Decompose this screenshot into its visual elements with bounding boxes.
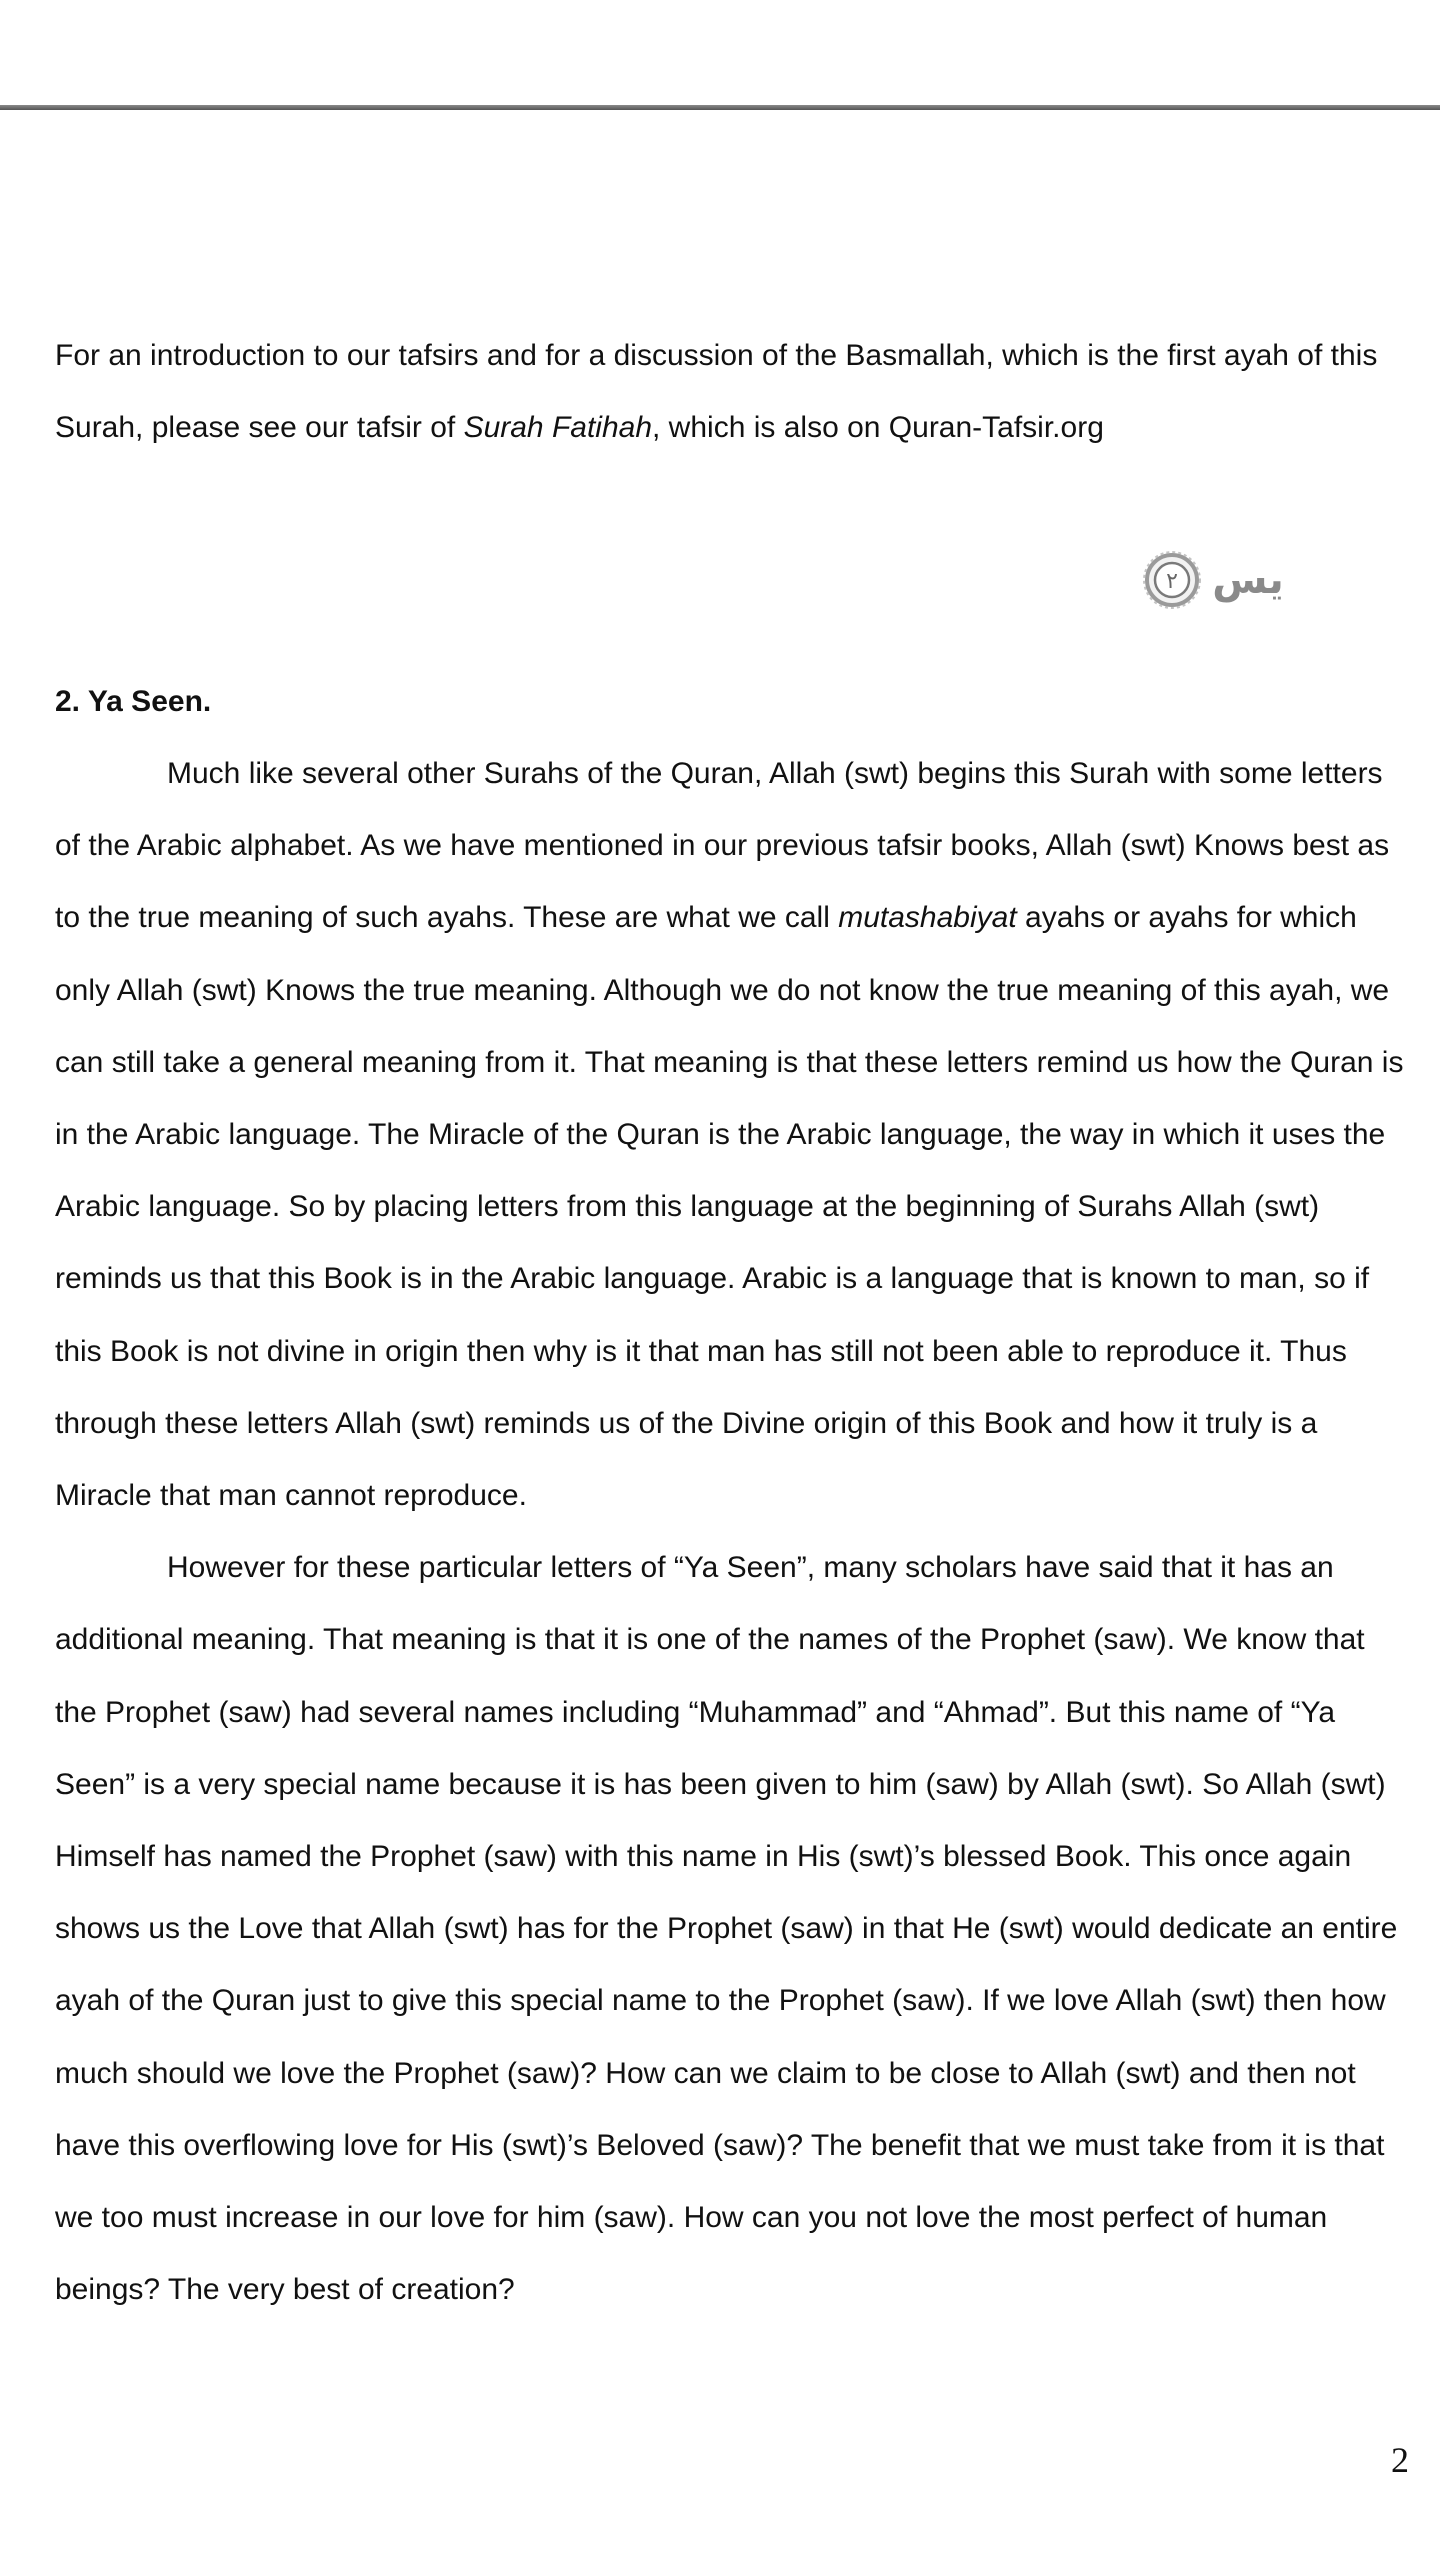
intro-text: For an introduction to our tafsirs and for a discussion of the Basmallah, which is the first ayah of this Surah, please see our tafsir of (55, 339, 1378, 445)
page-number: 2 (1391, 2440, 1409, 2480)
commentary-paragraph-2: However for these particular letters of “Ya Seen”, many scholars have said that it has an additional meaning. That meaning is that it is one of the names of the Prophet (saw). We know that the Prophet (saw) had several names including “Muhammad” and “Ahmad”. But this name of “Ya Seen” is a very special name because it is has been given to him (saw) by Allah (swt). So Allah (swt) Himself has named the Prophet (saw) with this name in His (swt)’s blessed Book. This once again shows us the Love that Allah (swt) has for the Prophet (saw) in that He (swt) would dedicate an entire ayah of the Quran just to give this special name to the Prophet (saw). If we love Allah (swt) then how much should we love the Prophet (saw)? How can we claim to be close to Allah (swt) and then not have this overflowing love for His (swt)’s Beloved (saw)? The benefit that we must take from it is that we too must increase in our love for him (saw). How can you not love the most perfect of human beings? The very best of creation? (55, 1551, 1398, 2307)
commentary-text-cont: ayahs or ayahs for which only Allah (swt) Knows the true meaning. Although we do not know the true meaning of this ayah, we can still take a general meaning from it. That meaning is that these letters remind us how the Quran is in the Arabic language. The Miracle of the Quran is the Arabic language, the way in which it uses the Arabic language. So by placing letters from this language at the beginning of Surahs Allah (swt) reminds us that this Book is in the Arabic language. Arabic is a language that is known to man, so if this Book is not divine in origin then why is it that man has still not been able to reproduce it. Thus through these letters Allah (swt) reminds us of the Divine origin of this Book and how it truly is a Miracle that man cannot reproduce. (55, 901, 1404, 1513)
surah-fatihah-title: Surah Fatihah (463, 411, 653, 445)
arabic-verse-text: يس (1212, 557, 1284, 603)
verse-heading: 2. Ya Seen. (55, 685, 212, 718)
ayah-number-medallion (1144, 552, 1200, 608)
commentary-section (55, 738, 1410, 2326)
header-rule (0, 105, 1440, 110)
arabic-verse-image (1140, 545, 1285, 615)
commentary-text: Much like several other Surahs of the Quran, Allah (swt) begins this Surah with some letters of the Arabic alphabet. As we have mentioned in our previous tafsir books, Allah (swt) Knows best as to the true meaning of such ayahs. These are what we call (55, 757, 1390, 935)
commentary-paragraph-1 (55, 738, 1410, 1532)
intro-text-end: , which is also on Quran-Tafsir.org (652, 411, 1104, 445)
ayah-number: ٢ (1166, 569, 1178, 594)
intro-section (55, 320, 1410, 464)
intro-paragraph (55, 320, 1410, 464)
mutashabiyat-term: mutashabiyat (838, 901, 1017, 935)
